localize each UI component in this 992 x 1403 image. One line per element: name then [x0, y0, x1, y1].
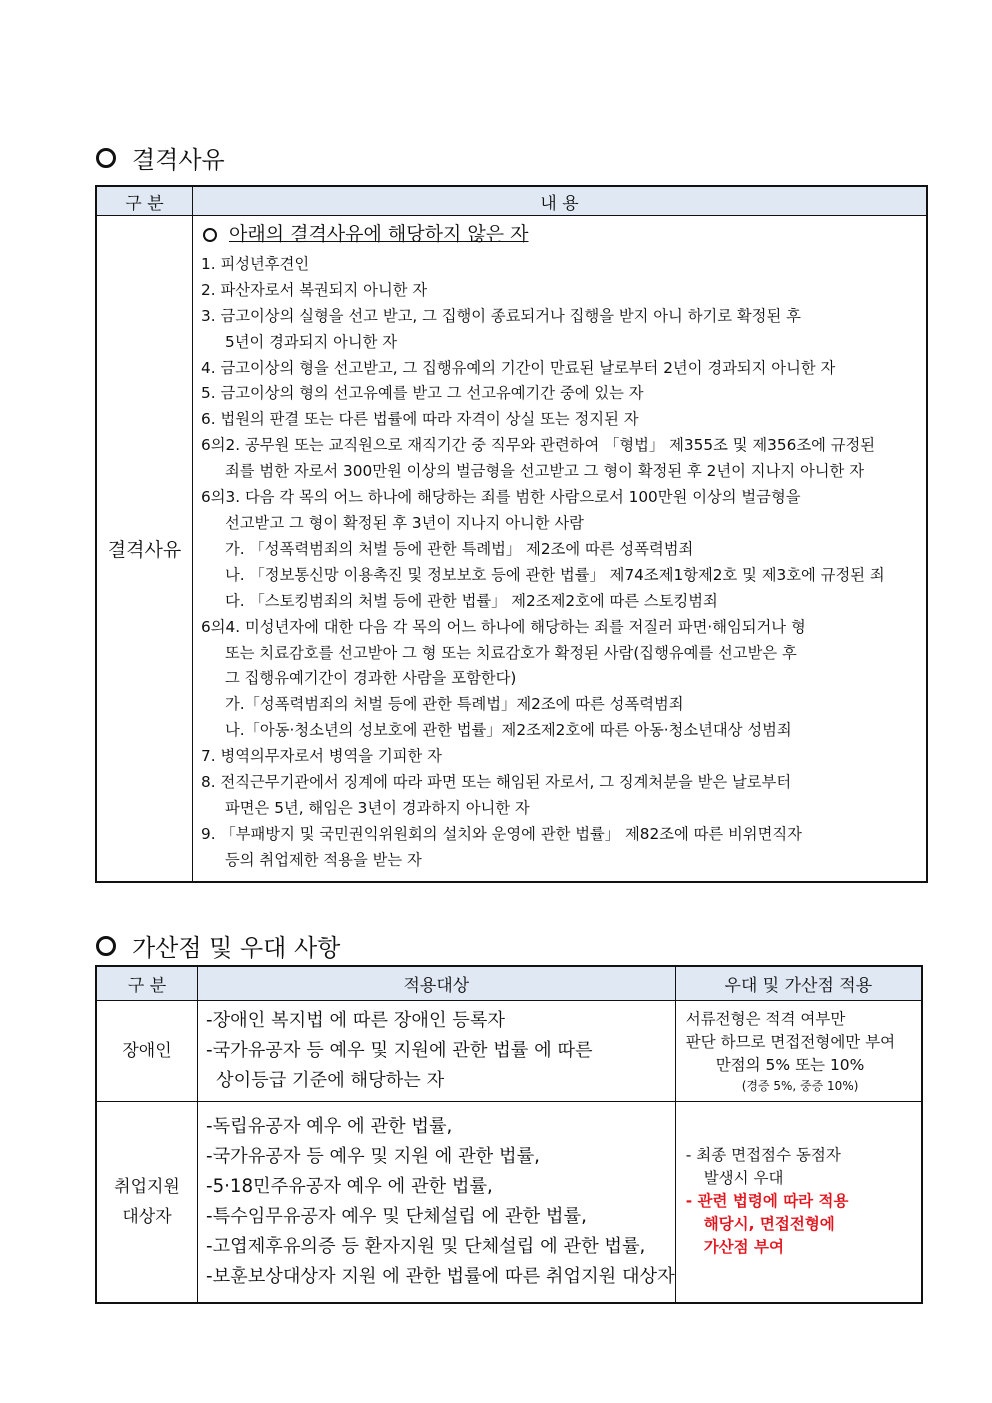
disqualification-line: 나.「아동·청소년의 성보호에 관한 법률」제2조제2호에 따른 아동·청소년대상 성범죄 — [225, 721, 792, 740]
col-header-category: 구 분 — [96, 186, 193, 216]
row-label-employment-support: 취업지원 대상자 — [96, 1102, 198, 1303]
benefit-line: 발생시 우대 — [703, 1169, 784, 1188]
disqualification-line: 3. 금고이상의 실형을 선고 받고, 그 집행이 종료되거나 집행을 받지 아니 하기로 확정된 후 — [201, 306, 801, 325]
disqualification-line: 또는 치료감호를 선고받아 그 형 또는 치료감호가 확정된 사람(집행유예를 선고받은 후 — [225, 643, 797, 662]
section-title-text: 가산점 및 우대 사항 — [132, 934, 341, 962]
col-header-category: 구 분 — [96, 966, 198, 1001]
disqualification-line: 5년이 경과되지 아니한 자 — [225, 332, 398, 351]
disqualification-line: 4. 금고이상의 형을 선고받고, 그 집행유예의 기간이 만료된 날로부터 2년이 경과되지 아니한 자 — [201, 358, 836, 377]
benefit-highlight-line: - 관련 법령에 따라 적용 — [685, 1192, 849, 1211]
section-title-disqualification — [96, 140, 225, 175]
section-title-bonus — [96, 928, 340, 963]
disabled-benefit — [675, 1001, 922, 1102]
target-line: -5·18민주유공자 예우 에 관한 법률, — [206, 1175, 493, 1197]
benefit-line: 서류전형은 적격 여부만 — [685, 1009, 846, 1028]
circle-bullet-icon — [96, 148, 116, 168]
disqualification-line: 6. 법원의 판결 또는 다른 법률에 따라 자격이 상실 또는 정지된 자 — [201, 410, 639, 429]
disqualification-line: 6의2. 공무원 또는 교직원으로 재직기간 중 직무와 관련하여 「형법」 제355조 및 제356조에 규정된 — [201, 436, 876, 455]
benefit-line: - 최종 면접점수 동점자 — [685, 1146, 841, 1165]
disqualification-list — [201, 252, 926, 874]
disqualification-line: 등의 취업제한 적용을 받는 자 — [225, 850, 422, 869]
disqualification-content — [193, 216, 928, 882]
disqualification-line: 9. 「부패방지 및 국민권익위원회의 설치와 운영에 관한 법률」 제82조에 따른 비위면직자 — [201, 824, 802, 843]
target-line: 상이등급 기준에 해당하는 자 — [216, 1070, 445, 1091]
target-line: -장애인 복지법 에 따른 장애인 등록자 — [206, 1010, 506, 1031]
sub-heading: 아래의 결격사유에 해당하지 않은 자 — [201, 222, 926, 248]
benefit-line: 만점의 5% 또는 10% — [715, 1055, 865, 1074]
disqualification-line: 2. 파산자로서 복권되지 아니한 자 — [201, 280, 428, 299]
benefit-highlight-line: 해당시, 면접전형에 — [703, 1215, 835, 1234]
disqualification-line: 나. 「정보통신망 이용촉진 및 정보보호 등에 관한 법률」 제74조제1항제2호 및 제3호에 규정된 죄 — [225, 565, 885, 584]
employment-support-targets — [198, 1102, 676, 1303]
benefit-line: 판단 하므로 면접전형에만 부여 — [685, 1032, 896, 1051]
row-label-disabled: 장애인 — [96, 1001, 198, 1102]
disqualification-line: 가.「성폭력범죄의 처벌 등에 관한 특례법」제2조에 따른 성폭력범죄 — [225, 695, 684, 714]
disqualification-line: 그 집행유예기간이 경과한 사람을 포함한다) — [225, 669, 517, 688]
disqualification-line: 선고받고 그 형이 확정된 후 3년이 지나지 아니한 사람 — [225, 513, 584, 532]
col-header-target: 적용대상 — [198, 966, 676, 1001]
row-label-disqualification: 결격사유 — [96, 216, 193, 882]
section-title-text: 결격사유 — [132, 146, 225, 174]
disqualification-line: 죄를 범한 자로서 300만원 이상의 벌금형을 선고받고 그 형이 확정된 후 2년이 지나지 아니한 자 — [225, 462, 864, 481]
disqualification-table — [95, 185, 928, 883]
target-line: -국가유공자 등 예우 및 지원에 관한 법률 에 따른 — [206, 1040, 593, 1061]
disqualification-line: 파면은 5년, 해임은 3년이 경과하지 아니한 자 — [225, 798, 530, 817]
disqualification-line: 1. 피성년후견인 — [201, 254, 310, 273]
disqualification-line: 가. 「성폭력범죄의 처벌 등에 관한 특례법」 제2조에 따른 성폭력범죄 — [225, 539, 694, 558]
disqualification-line: 8. 전직근무기관에서 징계에 따라 파면 또는 해임된 자로서, 그 징계처분을 받은 날로부터 — [201, 773, 792, 792]
benefit-note: (경증 5%, 중증 10%) — [741, 1078, 859, 1093]
target-line: -고엽제후유의증 등 환자지원 및 단체설립 에 관한 법률, — [206, 1235, 646, 1257]
disqualification-line: 다. 「스토킹범죄의 처벌 등에 관한 법률」 제2조제2호에 따른 스토킹범죄 — [225, 591, 718, 610]
circle-bullet-icon — [96, 936, 116, 956]
target-line: -국가유공자 등 예우 및 지원 에 관한 법률, — [206, 1145, 540, 1167]
bonus-table — [95, 965, 923, 1304]
benefit-highlight-line: 가산점 부여 — [703, 1238, 784, 1257]
col-header-content: 내 용 — [193, 186, 928, 216]
circle-bullet-icon — [203, 228, 217, 242]
disqualification-line: 5. 금고이상의 형의 선고유예를 받고 그 선고유예기간 중에 있는 자 — [201, 384, 644, 403]
disabled-targets — [198, 1001, 676, 1102]
disqualification-line: 6의4. 미성년자에 대한 다음 각 목의 어느 하나에 해당하는 죄를 저질러 파면·해임되거나 형 — [201, 617, 806, 636]
target-line: -특수임무유공자 예우 및 단체설립 에 관한 법률, — [206, 1205, 587, 1227]
employment-support-benefit — [675, 1102, 922, 1303]
target-line: -보훈보상대상자 지원 에 관한 법률에 따른 취업지원 대상자 — [206, 1265, 675, 1287]
disqualification-line: 6의3. 다음 각 목의 어느 하나에 해당하는 죄를 범한 사람으로서 100만원 이상의 벌금형을 — [201, 488, 801, 507]
target-line: -독립유공자 예우 에 관한 법률, — [206, 1115, 453, 1137]
disqualification-line: 7. 병역의무자로서 병역을 기피한 자 — [201, 747, 442, 766]
col-header-benefit: 우대 및 가산점 적용 — [675, 966, 922, 1001]
